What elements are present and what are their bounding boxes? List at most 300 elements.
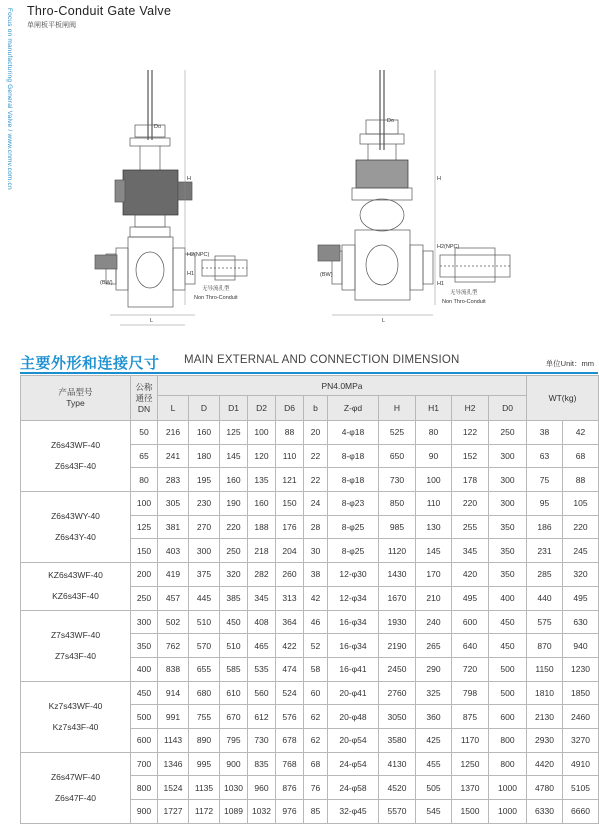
table-cell: 800 [131,776,158,800]
table-cell: 445 [189,586,220,610]
table-cell: 730 [248,728,276,752]
table-cell: 220 [563,515,599,539]
table-cell: 900 [220,752,248,776]
table-cell: 795 [220,728,248,752]
table-cell: 52 [304,634,328,658]
col-header-9: H2 [452,396,489,421]
table-cell: 204 [276,539,304,563]
table-cell: 42 [304,586,328,610]
table-cell: 495 [563,586,599,610]
table-cell: 850 [379,492,416,516]
table-cell: 455 [416,752,452,776]
table-cell: 150 [276,492,304,516]
table-cell: 305 [158,492,189,516]
page-title: Thro-Conduit Gate Valve [27,4,172,18]
table-cell: 58 [304,657,328,681]
table-cell: 678 [276,728,304,752]
table-cell: 630 [563,610,599,634]
table-cell: 500 [131,705,158,729]
table-cell: 345 [248,586,276,610]
table-cell: 914 [158,681,189,705]
table-cell: 152 [452,444,489,468]
type-cell [21,563,131,610]
table-cell: 500 [489,657,527,681]
table-cell: 250 [220,539,248,563]
table-cell: 408 [248,610,276,634]
table-cell: 85 [304,800,328,824]
table-cell: 218 [248,539,276,563]
table-cell: 1135 [189,776,220,800]
table-cell: 450 [489,610,527,634]
left-nonconduit-en: Non Thro-Conduit [194,295,238,301]
table-cell: 255 [452,515,489,539]
table-cell: 600 [489,705,527,729]
table-cell: 350 [489,539,527,563]
table-cell: 62 [304,728,328,752]
table-cell: 88 [276,421,304,445]
sidebar-vertical-text [2,8,14,308]
table-cell: 80 [416,421,452,445]
table-cell: 100 [248,421,276,445]
table-cell: 260 [276,563,304,587]
type-name: Kz7s43WF-40 [48,700,103,711]
table-cell: 995 [189,752,220,776]
table-cell: 30 [304,539,328,563]
table-cell: 545 [416,800,452,824]
type-header: 产品型号 Type [21,376,131,421]
table-cell: 300 [189,539,220,563]
table-cell: 4780 [527,776,563,800]
col-header-10: D0 [489,396,527,421]
table-cell: 403 [158,539,189,563]
table-cell: 16-φ34 [328,610,379,634]
table-cell: 535 [248,657,276,681]
col-header-3: D2 [248,396,276,421]
table-cell: 900 [131,800,158,824]
table-cell: 100 [416,468,452,492]
table-cell: 505 [416,776,452,800]
table-cell: 105 [563,492,599,516]
right-l-label: L [382,318,386,324]
table-cell: 720 [452,657,489,681]
table-cell: 835 [248,752,276,776]
table-cell: 640 [452,634,489,658]
table-cell: 1143 [158,728,189,752]
table-cell: 8-φ25 [328,515,379,539]
table-cell: 670 [220,705,248,729]
table-cell: 1727 [158,800,189,824]
dimension-table [20,375,599,824]
table-cell: 4520 [379,776,416,800]
table-cell: 135 [248,468,276,492]
table-cell: 200 [131,563,158,587]
table-cell: 510 [189,610,220,634]
table-cell: 16-φ34 [328,634,379,658]
table-cell: 186 [527,515,563,539]
table-cell: 46 [304,610,328,634]
table-cell: 231 [527,539,563,563]
table-cell: 195 [189,468,220,492]
table-cell: 68 [304,752,328,776]
left-h1-label: H1 [187,271,195,277]
table-cell: 300 [489,444,527,468]
heading-divider [20,372,598,374]
table-row [21,421,599,445]
table-cell: 125 [220,421,248,445]
col-header-2: D1 [220,396,248,421]
table-cell: 570 [189,634,220,658]
table-cell: 1430 [379,563,416,587]
table-cell: 68 [563,444,599,468]
table-cell: 24 [304,492,328,516]
table-row [21,681,599,705]
table-cell: 350 [489,515,527,539]
table-cell: 24-φ54 [328,752,379,776]
table-cell: 364 [276,610,304,634]
table-cell: 12-φ30 [328,563,379,587]
table-cell: 1670 [379,586,416,610]
table-cell: 8-φ25 [328,539,379,563]
table-row [21,492,599,516]
table-cell: 38 [527,421,563,445]
table-cell: 876 [276,776,304,800]
left-h-label: H [187,176,191,182]
table-cell: 350 [489,563,527,587]
table-cell: 160 [248,492,276,516]
table-cell: 4-φ18 [328,421,379,445]
left-bw-label: (BW) [100,280,113,286]
type-name: Z7s43WF-40 [50,629,101,640]
table-cell: 5105 [563,776,599,800]
table-cell: 240 [416,610,452,634]
page-subtitle-cn: 单闸板平板闸阀 [27,22,76,29]
table-cell: 762 [158,634,189,658]
table-cell: 1230 [563,657,599,681]
col-header-0: L [158,396,189,421]
table-cell: 150 [131,539,158,563]
table-cell: 985 [379,515,416,539]
section-heading-en: MAIN EXTERNAL AND CONNECTION DIMENSION [184,354,460,366]
table-cell: 95 [527,492,563,516]
table-cell: 110 [416,492,452,516]
table-cell: 8-φ18 [328,444,379,468]
section-heading [20,352,598,372]
table-cell: 1000 [489,800,527,824]
table-cell: 125 [131,515,158,539]
table-cell: 1000 [489,776,527,800]
table-cell: 350 [131,634,158,658]
table-cell: 42 [563,421,599,445]
table-cell: 230 [189,492,220,516]
table-cell: 50 [131,421,158,445]
table-cell: 1170 [452,728,489,752]
table-cell: 216 [158,421,189,445]
table-cell: 300 [489,468,527,492]
table-cell: 1524 [158,776,189,800]
table-cell: 600 [131,728,158,752]
table-cell: 1930 [379,610,416,634]
type-name: KZ6s43WF-40 [48,570,103,581]
table-cell: 178 [452,468,489,492]
table-cell: 60 [304,681,328,705]
pressure-header: PN4.0MPa [158,376,527,396]
table-cell: 5570 [379,800,416,824]
type-cell [21,610,131,681]
type-name: Z6s47F-40 [54,792,97,803]
sidebar-tagline: Focus on manufacturing General Valve / www.cnmv.com.cn [6,8,13,190]
table-cell: 3580 [379,728,416,752]
table-cell: 870 [527,634,563,658]
table-cell: 525 [379,421,416,445]
table-cell: 510 [220,634,248,658]
left-l-label: L [150,318,154,324]
table-cell: 4130 [379,752,416,776]
table-cell: 250 [489,421,527,445]
table-cell: 1500 [452,800,489,824]
col-header-1: D [189,396,220,421]
table-cell: 524 [276,681,304,705]
table-cell: 28 [304,515,328,539]
table-cell: 285 [527,563,563,587]
table-cell: 210 [416,586,452,610]
table-cell: 20-φ54 [328,728,379,752]
col-header-8: H1 [416,396,452,421]
table-cell: 360 [416,705,452,729]
table-cell: 2930 [527,728,563,752]
table-cell: 300 [131,610,158,634]
valve-technical-drawing [90,70,530,330]
table-cell: 1810 [527,681,563,705]
table-cell: 450 [220,610,248,634]
table-cell: 1370 [452,776,489,800]
table-cell: 890 [189,728,220,752]
table-cell: 1850 [563,681,599,705]
table-cell: 2450 [379,657,416,681]
table-cell: 170 [416,563,452,587]
table-cell: 838 [158,657,189,681]
table-cell: 22 [304,468,328,492]
table-cell: 650 [379,444,416,468]
right-valve-drawing [318,70,510,315]
table-cell: 655 [189,657,220,681]
table-cell: 381 [158,515,189,539]
right-h1-label: H1 [437,281,445,287]
table-cell: 457 [158,586,189,610]
right-h2-label: H2(NPC) [437,244,460,250]
right-h-label: H [437,176,441,182]
table-cell: 600 [452,610,489,634]
table-cell: 730 [379,468,416,492]
table-cell: 325 [416,681,452,705]
table-cell: 6330 [527,800,563,824]
type-name: Z6s43Y-40 [55,532,96,543]
table-cell: 190 [220,492,248,516]
table-cell: 419 [158,563,189,587]
table-cell: 130 [416,515,452,539]
table-cell: 62 [304,705,328,729]
table-cell: 502 [158,610,189,634]
table-cell: 1150 [527,657,563,681]
type-cell [21,681,131,752]
table-cell: 270 [189,515,220,539]
table-cell: 76 [304,776,328,800]
table-cell: 385 [220,586,248,610]
table-cell: 6660 [563,800,599,824]
table-cell: 16-φ41 [328,657,379,681]
table-cell: 425 [416,728,452,752]
table-cell: 585 [220,657,248,681]
table-cell: 63 [527,444,563,468]
table-row [21,563,599,587]
table-cell: 422 [276,634,304,658]
type-name: KZ6s43F-40 [52,591,99,602]
type-cell [21,752,131,823]
table-cell: 940 [563,634,599,658]
table-cell: 400 [131,657,158,681]
table-cell: 100 [131,492,158,516]
table-cell: 20-φ48 [328,705,379,729]
table-cell: 320 [220,563,248,587]
col-header-5: b [304,396,328,421]
table-cell: 38 [304,563,328,587]
table-cell: 4910 [563,752,599,776]
table-cell: 300 [489,492,527,516]
table-cell: 122 [452,421,489,445]
table-cell: 250 [131,586,158,610]
left-h2-label: H2(NPC) [187,252,210,258]
table-cell: 976 [276,800,304,824]
table-cell: 282 [248,563,276,587]
left-do-label: Do [154,124,162,130]
table-cell: 375 [189,563,220,587]
table-cell: 440 [527,586,563,610]
table-cell: 20-φ41 [328,681,379,705]
table-cell: 188 [248,515,276,539]
unit-label: 单位Unit：mm [545,359,594,368]
table-cell: 121 [276,468,304,492]
table-cell: 700 [131,752,158,776]
type-cell [21,421,131,492]
table-cell: 245 [563,539,599,563]
right-bw-label: (BW) [320,272,333,278]
table-cell: 110 [276,444,304,468]
table-cell: 220 [452,492,489,516]
table-cell: 755 [189,705,220,729]
table-cell: 120 [248,444,276,468]
table-cell: 400 [489,586,527,610]
type-name: Kz7s43F-40 [52,721,99,732]
table-cell: 768 [276,752,304,776]
table-cell: 283 [158,468,189,492]
col-header-4: D6 [276,396,304,421]
table-cell: 20 [304,421,328,445]
table-cell: 991 [158,705,189,729]
table-cell: 2460 [563,705,599,729]
table-cell: 160 [189,421,220,445]
table-cell: 1089 [220,800,248,824]
table-cell: 612 [248,705,276,729]
type-name: Z6s43F-40 [54,461,97,472]
dn-header: 公称 通径 DN [131,376,158,421]
table-row [21,610,599,634]
table-cell: 88 [563,468,599,492]
right-nonconduit-cn: 无导流孔型 [450,290,478,296]
table-cell: 265 [416,634,452,658]
table-cell: 145 [416,539,452,563]
table-cell: 80 [131,468,158,492]
table-cell: 313 [276,586,304,610]
wt-header: WT(kg) [527,376,599,421]
table-cell: 32-φ45 [328,800,379,824]
table-body [21,421,599,824]
table-cell: 12-φ34 [328,586,379,610]
table-cell: 145 [220,444,248,468]
table-cell: 345 [452,539,489,563]
table-row [21,752,599,776]
type-name: Z7s43F-40 [54,650,97,661]
table-cell: 320 [563,563,599,587]
table-cell: 90 [416,444,452,468]
type-cell [21,492,131,563]
right-do-label: Do [387,118,395,124]
section-heading-cn: 主要外形和连接尺寸 [20,355,160,372]
table-cell: 8-φ18 [328,468,379,492]
table-cell: 798 [452,681,489,705]
table-cell: 1030 [220,776,248,800]
left-nonconduit-cn: 无导流孔型 [202,286,230,292]
table-cell: 800 [489,728,527,752]
table-cell: 1346 [158,752,189,776]
table-cell: 500 [489,681,527,705]
valve-drawings [90,70,530,330]
table-cell: 2760 [379,681,416,705]
table-cell: 575 [527,610,563,634]
table-cell: 65 [131,444,158,468]
table-cell: 8-φ23 [328,492,379,516]
table-cell: 24-φ58 [328,776,379,800]
table-cell: 560 [248,681,276,705]
table-cell: 160 [220,468,248,492]
table-cell: 2130 [527,705,563,729]
table-cell: 220 [220,515,248,539]
table-cell: 465 [248,634,276,658]
table-cell: 960 [248,776,276,800]
table-cell: 1032 [248,800,276,824]
table-cell: 495 [452,586,489,610]
right-nonconduit-en: Non Thro-Conduit [442,299,486,305]
table-cell: 4420 [527,752,563,776]
table-cell: 576 [276,705,304,729]
table-cell: 610 [220,681,248,705]
table-cell: 75 [527,468,563,492]
table-cell: 22 [304,444,328,468]
table-cell: 241 [158,444,189,468]
col-header-6: Z-φd [328,396,379,421]
table-cell: 176 [276,515,304,539]
table-cell: 800 [489,752,527,776]
table-cell: 474 [276,657,304,681]
table-cell: 1250 [452,752,489,776]
table-cell: 450 [489,634,527,658]
table-cell: 3270 [563,728,599,752]
type-name: Z6s47WF-40 [50,771,101,782]
table-cell: 2190 [379,634,416,658]
table-cell: 290 [416,657,452,681]
drawing-labels [100,118,486,324]
table-cell: 1172 [189,800,220,824]
type-name: Z6s43WF-40 [50,440,101,451]
table-cell: 450 [131,681,158,705]
